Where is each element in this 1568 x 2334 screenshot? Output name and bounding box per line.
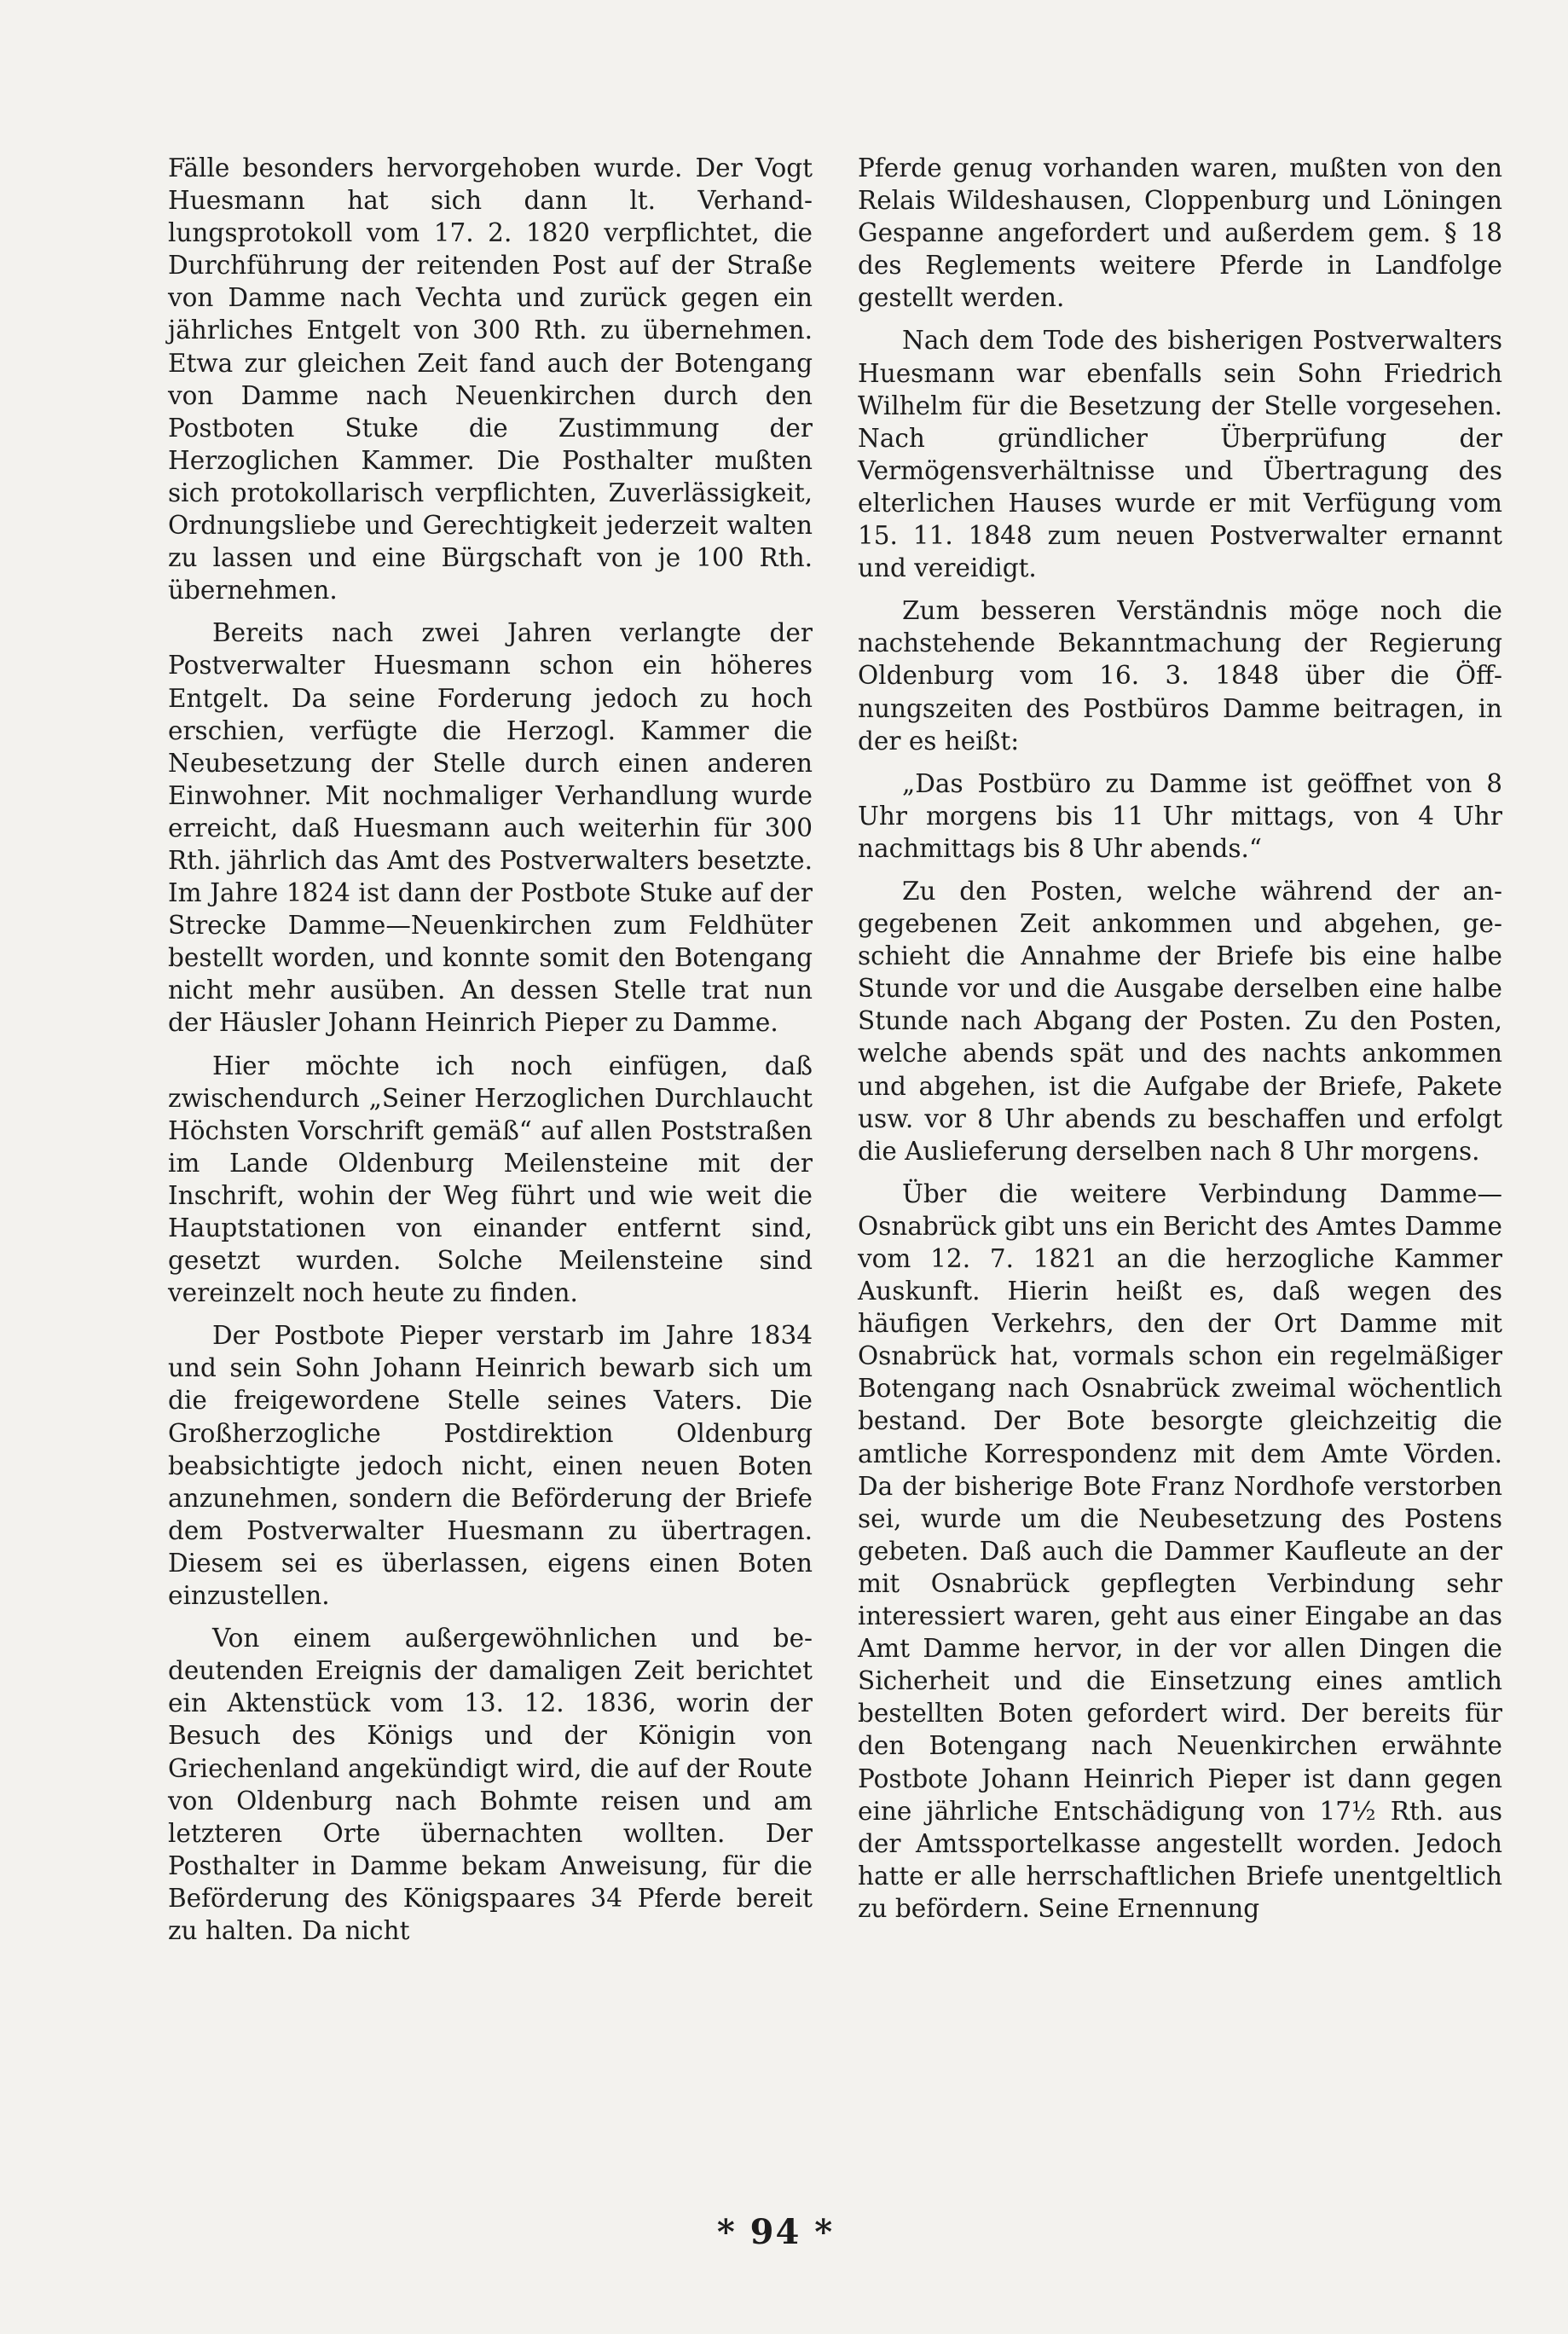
paragraph: Hier möchte ich noch einfügen, daß zwischendurch „Seiner Herzoglichen Durchlaucht Höchsten Vorschrift gemäß“ auf allen Poststraßen im Lande Oldenburg Meilensteine mit der Inschrift, wohin der Weg führt und wie weit die Hauptstationen von einander entfernt sind, gesetzt wurden. Solche Meilensteine sind vereinzelt noch heute zu finden. bbox=[168, 1051, 813, 1308]
paragraph: Pferde genug vorhanden waren, mußten von den Relais Wildeshausen, Cloppenburg und Löningen Gespanne angefordert und außerdem gem. § 18 des Reglements weitere Pferde in Landfolge gestellt werden. bbox=[858, 153, 1502, 313]
quotation-paragraph: „Das Postbüro zu Damme ist geöffnet von 8 Uhr morgens bis 11 Uhr mittags, von 4 Uhr nachmittags bis 8 Uhr abends.“ bbox=[858, 768, 1502, 863]
paragraph: Von einem außergewöhnlichen und bedeutenden Ereignis der damaligen Zeit berichtet ein Aktenstück vom 13. 12. 1836, worin der Besuch des Königs und der Königin von Griechenland angekündigt wird, die auf der Route von Oldenburg nach Bohmte reisen und am letzteren Orte übernachten wollten. Der Posthalter in Damme bekam Anweisung, für die Beförderung des Königspaares 34 Pferde bereit zu halten. Da nicht bbox=[168, 1624, 813, 1945]
paragraph: Zu den Posten, welche während der angegebenen Zeit ankommen und abgehen, geschieht die Annahme der Briefe bis eine halbe Stunde vor und die Ausgabe derselben eine halbe Stunde nach Abgang der Posten. Zu den Posten, welche abends spät und des nachts ankommen und abgehen, ist die Aufgabe der Briefe, Pakete usw. vor 8 Uhr abends zu beschaffen und erfolgt die Auslieferung derselben nach 8 Uhr morgens. bbox=[858, 876, 1502, 1166]
paragraph: Zum besseren Verständnis möge noch die nachstehende Bekanntmachung der Regierung Oldenburg vom 16. 3. 1848 über die Öffnungszeiten des Postbüros Damme beitragen, in der es heißt: bbox=[858, 596, 1502, 756]
paragraph: Fälle besonders hervorgehoben wurde. Der Vogt Huesmann hat sich dann lt. Verhandlungsprotokoll vom 17. 2. 1820 verpflichtet, die Durchführung der reitenden Post auf der Straße von Damme nach Vechta und zurück gegen ein jährliches Entgelt von 300 Rth. zu übernehmen. Etwa zur gleichen Zeit fand auch der Botengang von Damme nach Neuenkirchen durch den Postboten Stuke die Zustimmung der Herzoglichen Kammer. Die Posthalter mußten sich protokollarisch verpflichten, Zuverlässigkeit, Ordnungsliebe und Gerechtigkeit jederzeit walten zu lassen und eine Bürgschaft von je 100 Rth. übernehmen. bbox=[168, 153, 813, 605]
right-text-column bbox=[858, 152, 1502, 1935]
paragraph: Über die weitere Verbindung Damme— Osnabrück gibt uns ein Bericht des Amtes Damme vom 12. 7. 1821 an die herzogliche Kammer Auskunft. Hierin heißt es, daß wegen des häufigen Verkehrs, den der Ort Damme mit Osnabrück hat, vormals schon ein regelmäßiger Botengang nach Osnabrück zweimal wöchentlich bestand. Der Bote besorgte gleichzeitig die amtliche Korrespondenz mit dem Amte Vörden. Da der bisherige Bote Franz Nordhofe verstorben sei, wurde um die Neubesetzung des Postens gebeten. Daß auch die Dammer Kaufleute an der mit Osnabrück gepflegten Verbindung sehr interessiert waren, geht aus einer Eingabe an das Amt Damme hervor, in der vor allen Dingen die Sicherheit und die Einsetzung eines amtlich bestellten Boten gefordert wird. Der bereits für den Botengang nach Neuenkirchen erwähnte Postbote Johann Heinrich Pieper ist dann gegen eine jährliche Entschädigung von 17½ Rth. aus der Amtssportelkasse angestellt worden. Jedoch hatte er alle herrschaftlichen Briefe unentgeltlich zu befördern. Seine Ernennung bbox=[858, 1179, 1502, 1923]
paragraph: Der Postbote Pieper verstarb im Jahre 1834 und sein Sohn Johann Heinrich bewarb sich um die freigewordene Stelle seines Vaters. Die Großherzogliche Postdirektion Oldenburg beabsichtigte jedoch nicht, einen neuen Boten anzunehmen, sondern die Beförderung der Briefe dem Postverwalter Huesmann zu übertragen. Diesem sei es überlassen, eigens einen Boten einzustellen. bbox=[168, 1321, 813, 1611]
page-number-footer bbox=[0, 2212, 1568, 2252]
paragraph: Nach dem Tode des bisherigen Postverwalters Huesmann war ebenfalls sein Sohn Friedrich Wilhelm für die Besetzung der Stelle vorgesehen. Nach gründlicher Überprüfung der Vermögensverhältnisse und Übertragung des elterlichen Hauses wurde er mit Verfügung vom 15. 11. 1848 zum neuen Postverwalter ernannt und vereidigt. bbox=[858, 326, 1502, 583]
paragraph: Bereits nach zwei Jahren verlangte der Postverwalter Huesmann schon ein höheres Entgelt. Da seine Forderung jedoch zu hoch erschien, verfügte die Herzogl. Kammer die Neubesetzung der Stelle durch einen anderen Einwohner. Mit nochmaliger Verhandlung wurde erreicht, daß Huesmann auch weiterhin für 300 Rth. jährlich das Amt des Postverwalters besetzte. Im Jahre 1824 ist dann der Postbote Stuke auf der Strecke Damme—Neuenkirchen zum Feldhüter bestellt worden, und konnte somit den Botengang nicht mehr ausüben. An dessen Stelle trat nun der Häusler Johann Heinrich Pieper zu Damme. bbox=[168, 618, 813, 1038]
page-number: * 94 * bbox=[716, 2212, 835, 2252]
left-text-column bbox=[168, 152, 813, 1957]
